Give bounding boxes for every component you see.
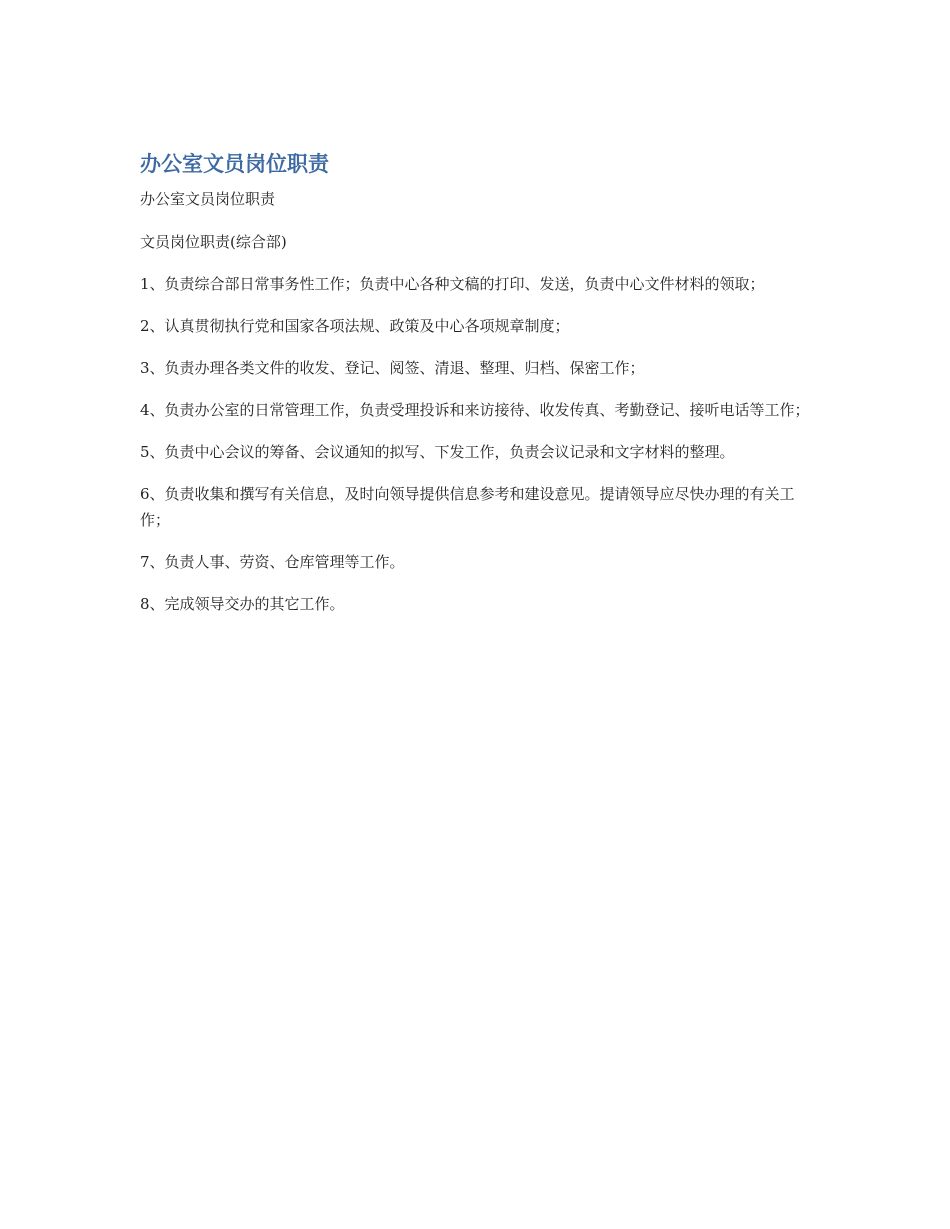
document-title: 办公室文员岗位职责	[140, 152, 329, 176]
duty-item-5: 5、负责中心会议的筹备、会议通知的拟写、下发工作，负责会议记录和文字材料的整理。	[140, 443, 735, 461]
document-subtitle: 办公室文员岗位职责	[140, 190, 276, 208]
duty-item-4: 4、负责办公室的日常管理工作，负责受理投诉和来访接待、收发传真、考勤登记、接听电话等工作；	[140, 401, 810, 419]
duty-item-8: 8、完成领导交办的其它工作。	[140, 595, 345, 613]
duty-item-3: 3、负责办理各类文件的收发、登记、阅签、清退、整理、归档、保密工作；	[140, 359, 645, 377]
duty-item-7: 7、负责人事、劳资、仓库管理等工作。	[140, 553, 405, 571]
document-page	[140, 148, 810, 633]
section-heading: 文员岗位职责(综合部)	[140, 233, 287, 251]
duty-item-6: 6、负责收集和撰写有关信息，及时向领导提供信息参考和建设意见。提请领导应尽快办理的有关工作；	[140, 485, 795, 529]
duty-item-2: 2、认真贯彻执行党和国家各项法规、政策及中心各项规章制度；	[140, 317, 570, 335]
duty-item-1: 1、负责综合部日常事务性工作；负责中心各种文稿的打印、发送，负责中心文件材料的领取；	[140, 275, 765, 293]
